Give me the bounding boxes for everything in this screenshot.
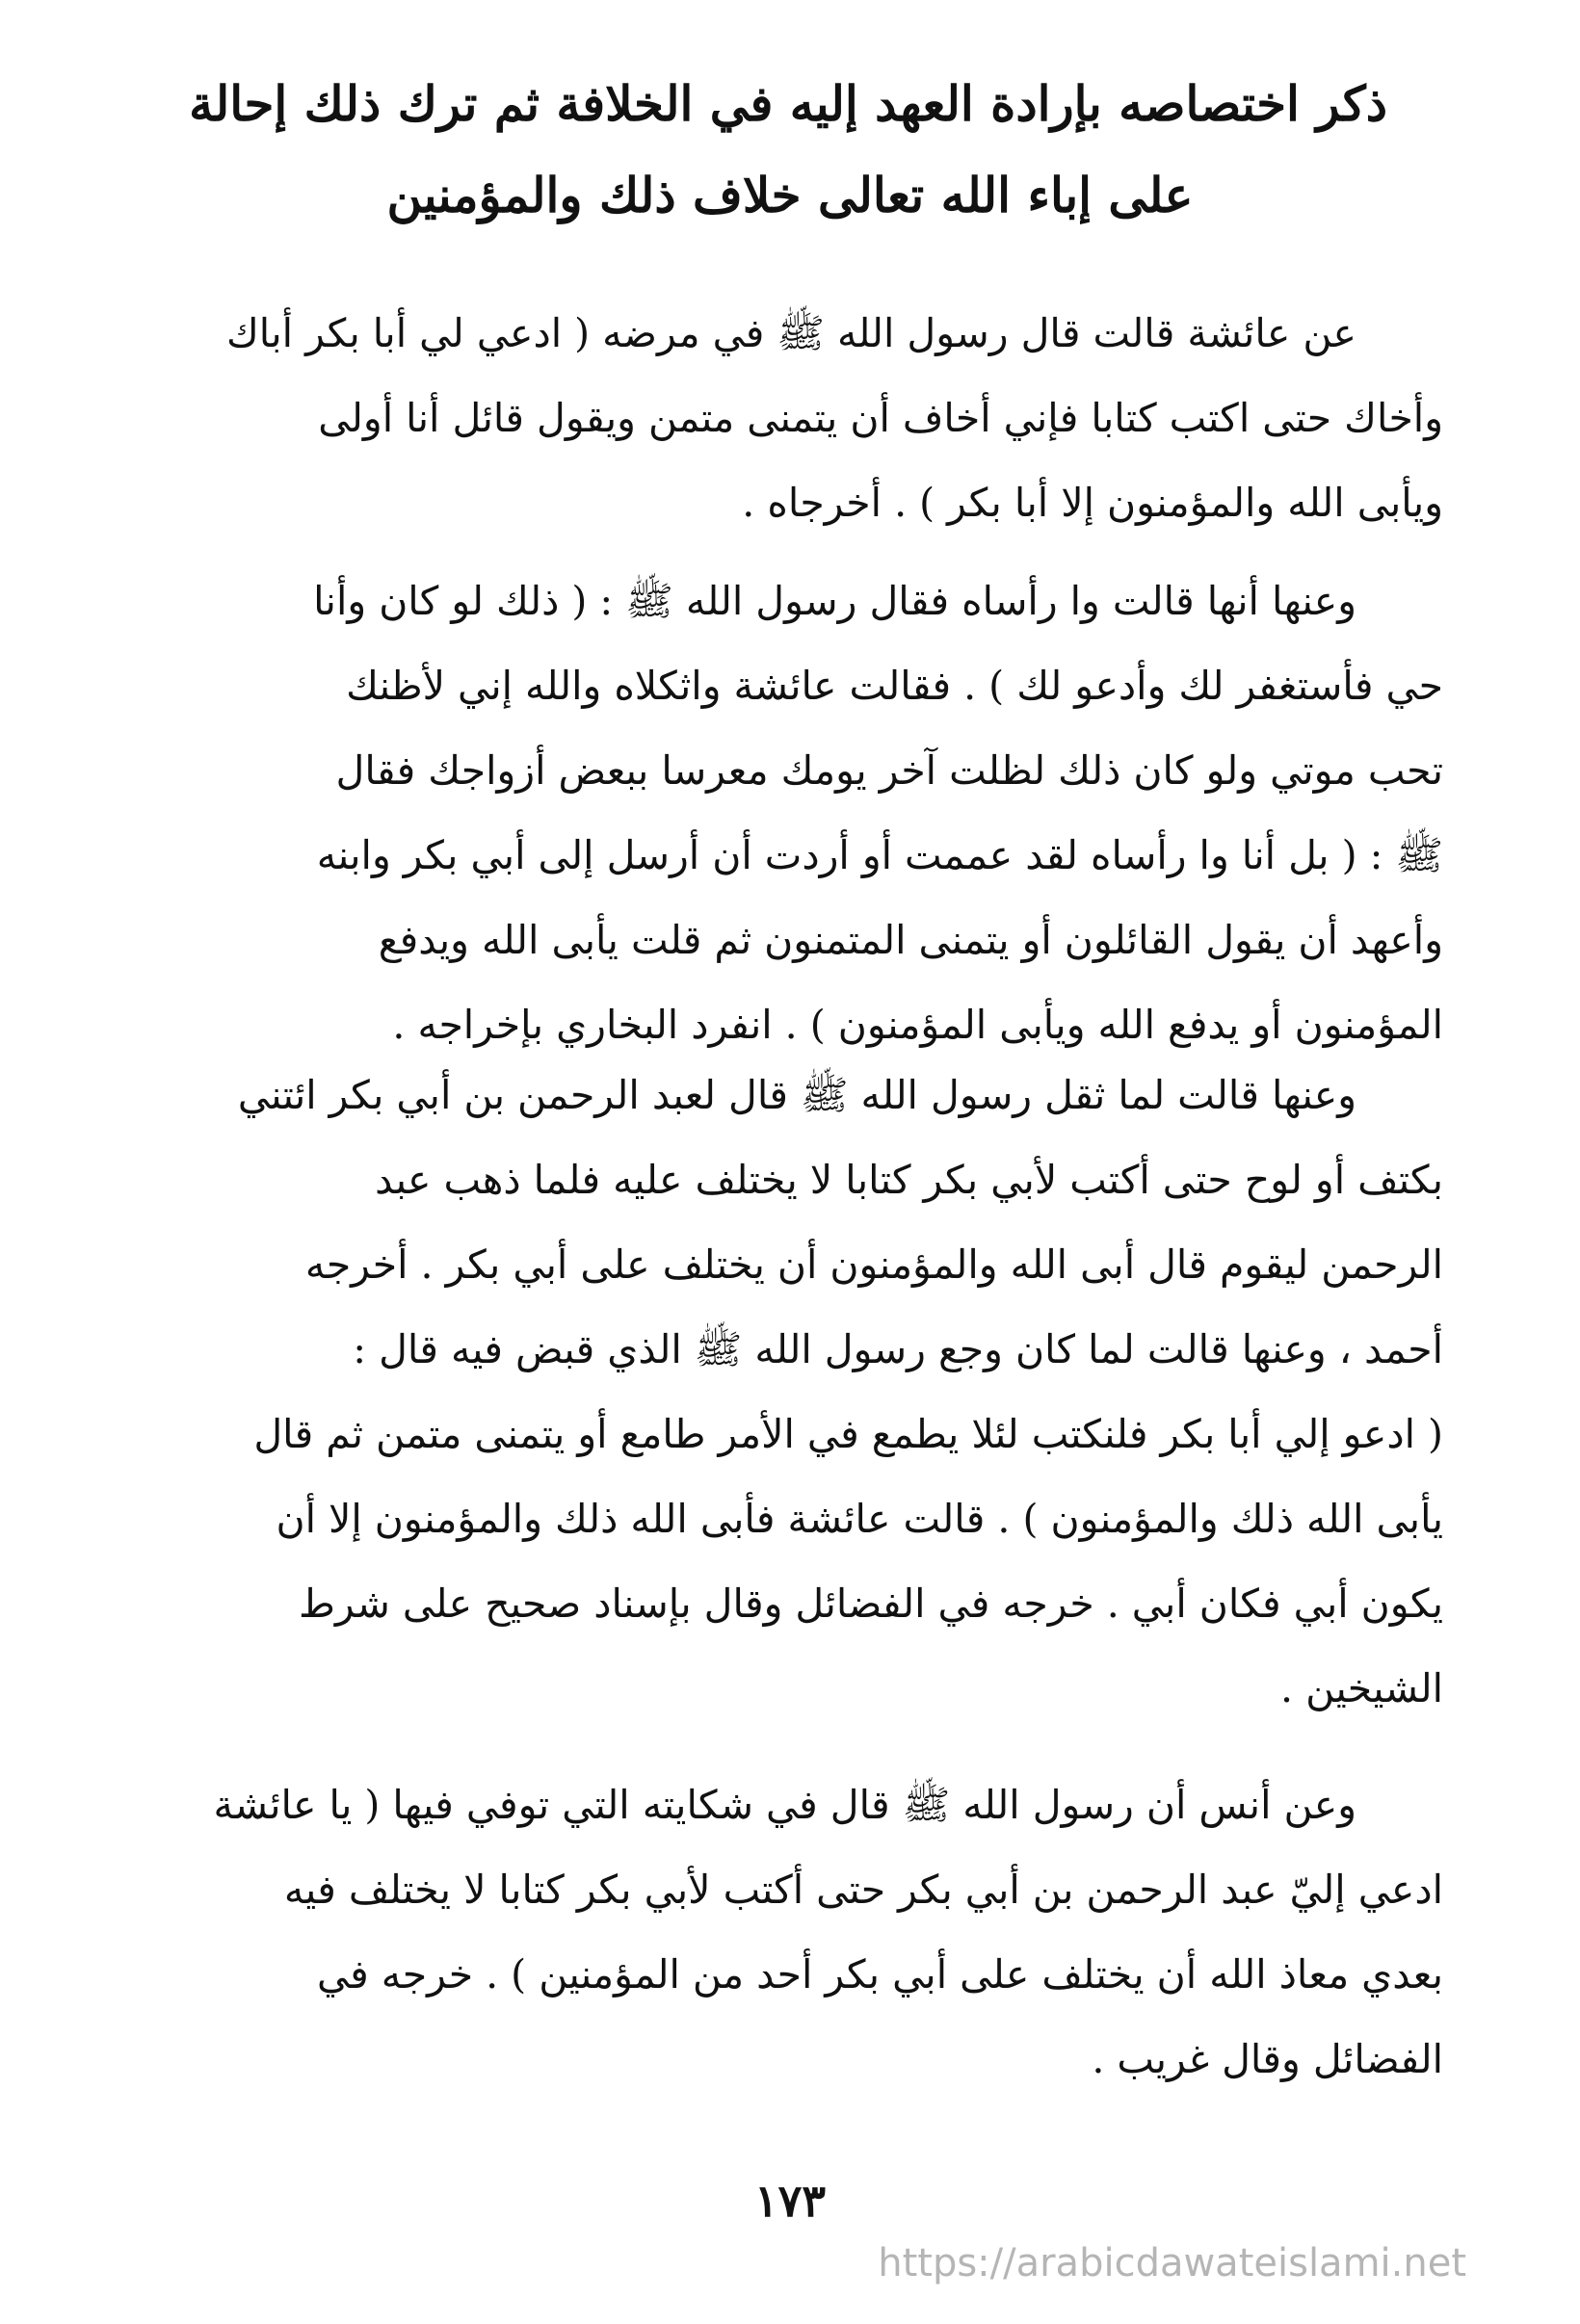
text-line: وأعهد أن يقول القائلون أو يتمنى المتمنون ثم قلت يأبى الله ويدفع bbox=[378, 917, 1443, 963]
chapter-heading bbox=[189, 58, 1387, 241]
paragraph-wa-rasah bbox=[133, 559, 1443, 1067]
text-line: ويأبى الله والمؤمنون إلا أبا بكر ) . أخرجاه . bbox=[742, 480, 1443, 526]
text-line: وعنها أنها قالت وا رأساه فقال رسول الله ﷺ : ( ذلك لو كان وأنا bbox=[313, 578, 1356, 624]
text-line: تحب موتي ولو كان ذلك لظلت آخر يومك معرسا ببعض أزواجك فقال bbox=[335, 747, 1443, 794]
text-line: عن عائشة قالت قال رسول الله ﷺ في مرضه ( ادعي لي أبا بكر أباك bbox=[225, 310, 1356, 356]
text-line: وعنها قالت لما ثقل رسول الله ﷺ قال لعبد الرحمن بن أبي بكر ائتني bbox=[237, 1072, 1356, 1118]
heading-line: ذكر اختصاصه بإرادة العهد إليه في الخلافة ثم ترك ذلك إحالة bbox=[189, 75, 1387, 132]
text-line: المؤمنون أو يدفع الله ويأبى المؤمنون ) . انفرد البخاري بإخراجه . bbox=[392, 1002, 1443, 1048]
text-line: أحمد ، وعنها قالت لما كان وجع رسول الله ﷺ الذي قبض فيه قال : bbox=[353, 1326, 1443, 1372]
text-line: الرحمن ليقوم قال أبى الله والمؤمنون أن يختلف على أبي بكر . أخرجه bbox=[304, 1241, 1443, 1288]
text-line: يكون أبي فكان أبي . خرجه في الفضائل وقال بإسناد صحيح على شرط bbox=[298, 1580, 1443, 1627]
text-line: وعن أنس أن رسول الله ﷺ قال في شكايته التي توفي فيها ( يا عائشة bbox=[213, 1782, 1356, 1828]
text-line: ( ادعو إلي أبا بكر فلنكتب لئلا يطمع في الأمر طامع أو يتمنى متمن ثم قال bbox=[253, 1411, 1443, 1457]
page-number: ١٧٣ bbox=[753, 2175, 827, 2227]
text-line: الفضائل وقال غريب . bbox=[1092, 2036, 1443, 2082]
text-line: وأخاك حتى اكتب كتابا فإني أخاف أن يتمنى متمن ويقول قائل أنا أولى bbox=[318, 395, 1443, 441]
text-line: ادعي إليّ عبد الرحمن بن أبي بكر حتى أكتب لأبي بكر كتابا لا يختلف فيه bbox=[283, 1867, 1443, 1913]
watermark-url: https://arabicdawateislami.net bbox=[878, 2241, 1466, 2285]
text-line: الشيخين . bbox=[1280, 1665, 1443, 1711]
text-line: بعدي معاذ الله أن يختلف على أبي بكر أحد من المؤمنين ) . خرجه في bbox=[316, 1951, 1443, 1998]
paragraph-anas bbox=[133, 1763, 1443, 2102]
paragraph-abdulrahman bbox=[133, 1053, 1443, 1731]
paragraph-aisha-illness bbox=[133, 291, 1443, 545]
text-line: بكتف أو لوح حتى أكتب لأبي بكر كتابا لا يختلف عليه فلما ذهب عبد bbox=[375, 1157, 1443, 1203]
text-line: يأبى الله ذلك والمؤمنون ) . قالت عائشة فأبى الله ذلك والمؤمنون إلا أن bbox=[276, 1496, 1443, 1542]
text-line: حي فأستغفر لك وأدعو لك ) . فقالت عائشة واثكلاه والله إني لأظنك bbox=[346, 663, 1443, 709]
text-line: ﷺ : ( بل أنا وا رأساه لقد عممت أو أردت أن أرسل إلى أبي بكر وابنه bbox=[316, 832, 1443, 878]
heading-line: على إباء الله تعالى خلاف ذلك والمؤمنين bbox=[386, 167, 1194, 223]
